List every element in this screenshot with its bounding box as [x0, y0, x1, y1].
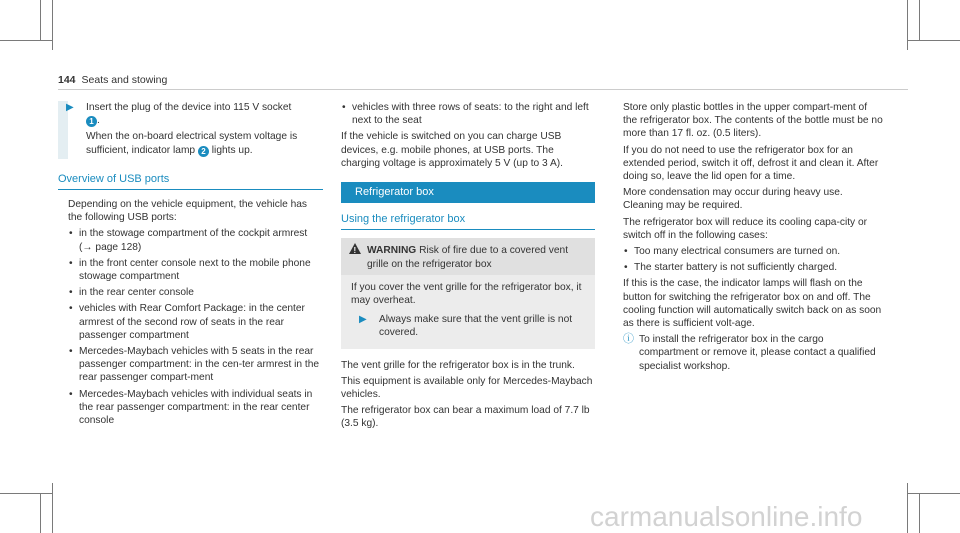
section-banner: Refrigerator box [341, 182, 595, 203]
warning-title: WARNING [367, 245, 417, 257]
warning-body-text: If you cover the vent grille for the refrigerator box, it may overheat. [351, 281, 582, 307]
list-item: • Mercedes-Maybach vehicles with 5 seats in the rear passenger compartment: in the cen-ter armrest in the rear passenger compart-ment [68, 345, 323, 385]
warning-step-text: Always make sure that the vent grille is not covered. [379, 314, 573, 339]
condensation-paragraph: More condensation may occur during heavy use. Cleaning may be required. [623, 187, 843, 212]
usb-port-list-continued [341, 101, 595, 127]
page-number: 144 [58, 74, 76, 86]
info-icon: ⓘ [623, 333, 634, 346]
warning-step [351, 313, 585, 339]
availability-paragraph: This equipment is available only for Mercedes-Maybach vehicles. [341, 375, 593, 401]
step-arrow-icon: ▶ [359, 314, 367, 326]
warning-header [341, 238, 595, 274]
info-note-text: To install the refrigerator box in the cargo compartment or remove it, please contact a qualified specialist workshop. [639, 334, 876, 372]
extended-period-paragraph: If you do not need to use the refrigerator box for an extended period, switch it off, defrost it and clean it. After doing so, leave the lid open for a time. [623, 144, 879, 183]
column-2 [341, 101, 595, 434]
crop-mark [40, 0, 41, 40]
crop-mark [908, 493, 960, 494]
crop-mark [919, 0, 920, 40]
watermark: carmanualsonline.info [590, 501, 863, 532]
max-load-paragraph: The refrigerator box can bear a maximum load of 7.7 lb (3.5 kg). [341, 405, 590, 430]
step-text: Insert the plug of the device into 115 V socket 1 . [86, 102, 292, 127]
storage-paragraph: Store only plastic bottles in the upper compart-ment of the refrigerator box. The contents of the bottle must be no more than 17 fl. oz. (0.5 liters). [623, 102, 883, 140]
crop-mark [919, 493, 920, 533]
warning-icon [349, 243, 361, 254]
list-item: • The starter battery is not sufficiently charged. [623, 261, 883, 274]
vent-grille-paragraph: The vent grille for the refrigerator box is in the trunk. [341, 359, 575, 371]
warning-box [341, 238, 595, 348]
crop-mark [52, 0, 53, 50]
cooling-paragraph: The refrigerator box will reduce its cooling capa-city or switch off in the following cases: [623, 216, 868, 241]
step-arrow-icon: ▶ [66, 102, 74, 113]
crop-mark [40, 493, 41, 533]
page-header [58, 74, 167, 87]
crop-mark [908, 40, 960, 41]
crop-mark [907, 483, 908, 533]
step-result: When the on-board electrical system voltage is sufficient, indicator lamp 2 lights up. [86, 131, 298, 156]
usb-overview-heading: Overview of USB ports [58, 173, 323, 190]
usb-intro: Depending on the vehicle equipment, the vehicle has the following USB ports: [68, 199, 308, 224]
refrigerator-heading: Using the refrigerator box [341, 213, 595, 230]
list-item: • vehicles with Rear Comfort Package: in the center armrest of the second row of seats in the rear passenger compartment [68, 302, 323, 342]
list-item: • in the rear center console [68, 286, 323, 299]
list-item: • in the stowage compartment of the cockpit armrest (→ page 128) [68, 227, 323, 253]
indicator-paragraph: If this is the case, the indicator lamps will flash on the button for switching the refrigerator box on and off. The cooling function will automatically switch back on as soon as there is sufficient volt-age. [623, 278, 882, 330]
header-divider [58, 89, 908, 90]
crop-mark [52, 483, 53, 533]
list-item: • in the front center console next to the mobile phone stowage compartment [68, 257, 323, 283]
crop-mark [0, 40, 52, 41]
crop-mark [907, 0, 908, 50]
section-title: Seats and stowing [81, 74, 168, 86]
list-item: • vehicles with three rows of seats: to the right and left next to the seat [341, 101, 595, 127]
list-item: • Mercedes-Maybach vehicles with individual seats in the rear passenger compartment: in the rear center console [68, 388, 323, 428]
callout-1: 1 [86, 116, 97, 127]
cases-list [623, 245, 883, 274]
info-note [623, 333, 883, 373]
column-1 [58, 101, 323, 430]
list-item: • Too many electrical consumers are turned on. [623, 245, 883, 258]
charging-paragraph: If the vehicle is switched on you can charge USB devices, e.g. mobile phones, at USB ports. The charging voltage is approximately 5 V (up to 3 A). [341, 131, 563, 169]
instruction-step [58, 101, 323, 157]
usb-port-list [68, 227, 323, 427]
warning-head-text: Risk of fire due to a covered vent grille on the refrigerator box [367, 245, 569, 270]
callout-2: 2 [198, 146, 209, 157]
warning-body [341, 275, 595, 349]
crop-mark [0, 493, 52, 494]
column-3 [623, 101, 883, 376]
